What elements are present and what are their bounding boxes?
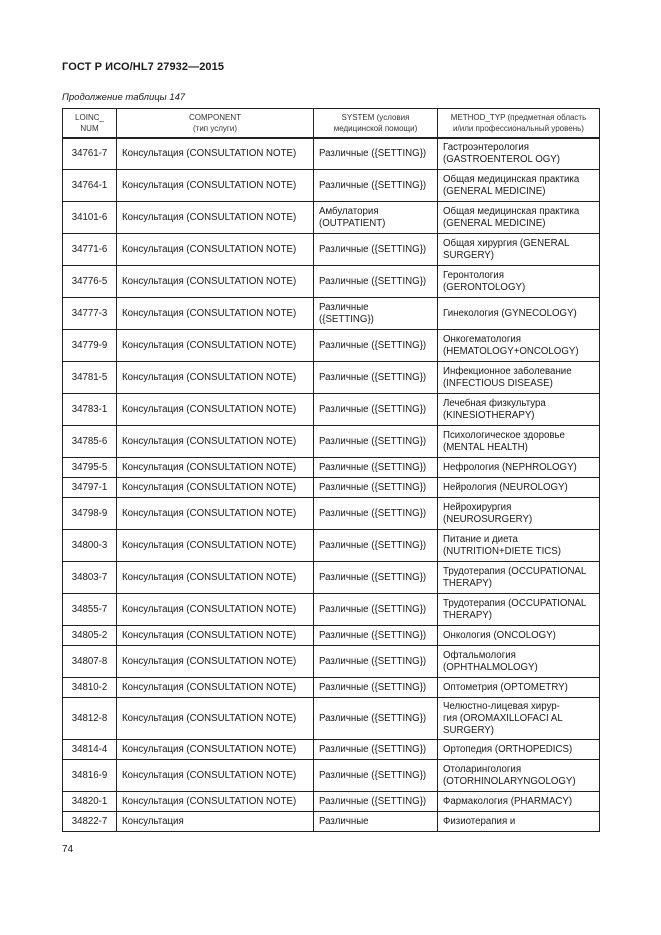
- cell-loinc-num: 34764-1: [63, 170, 117, 202]
- cell-component: Консультация (CONSULTATION NOTE): [117, 234, 314, 266]
- table-row: [63, 760, 600, 792]
- cell-component: Консультация (CONSULTATION NOTE): [117, 170, 314, 202]
- cell-component: Консультация (CONSULTATION NOTE): [117, 266, 314, 298]
- cell-system: Амбулатория (OUTPATIENT): [314, 202, 438, 234]
- cell-component: Консультация (CONSULTATION NOTE): [117, 426, 314, 458]
- cell-system: Различные ({SETTING}): [314, 138, 438, 170]
- cell-component: Консультация (CONSULTATION NOTE): [117, 458, 314, 478]
- document-title: ГОСТ Р ИСО/HL7 27932—2015: [62, 61, 225, 73]
- cell-component: Консультация (CONSULTATION NOTE): [117, 646, 314, 678]
- cell-loinc-num: 34795-5: [63, 458, 117, 478]
- table-row: [63, 562, 600, 594]
- cell-method: Ортопедия (ORTHOPEDICS): [438, 740, 600, 760]
- cell-loinc-num: 34855-7: [63, 594, 117, 626]
- cell-loinc-num: 34820-1: [63, 792, 117, 812]
- cell-loinc-num: 34771-6: [63, 234, 117, 266]
- table-row: [63, 594, 600, 626]
- table-header: [63, 109, 600, 138]
- cell-method: Фармакология (PHARMACY): [438, 792, 600, 812]
- cell-system: Различные ({SETTING}): [314, 678, 438, 698]
- cell-component: Консультация: [117, 812, 314, 832]
- loinc-table: [62, 108, 600, 832]
- cell-method: Гастроэнтерология (GASTROENTEROL OGY): [438, 138, 600, 170]
- cell-system: Различные ({SETTING}): [314, 426, 438, 458]
- cell-method: Общая хирургия (GENERAL SURGERY): [438, 234, 600, 266]
- table-row: [63, 740, 600, 760]
- cell-system: Различные ({SETTING}): [314, 394, 438, 426]
- table-row: [63, 646, 600, 678]
- cell-loinc-num: 34798-9: [63, 498, 117, 530]
- cell-component: Консультация (CONSULTATION NOTE): [117, 760, 314, 792]
- cell-method: Нейрология (NEUROLOGY): [438, 478, 600, 498]
- cell-method: Физиотерапия и: [438, 812, 600, 832]
- cell-method: Отоларингология (OTORHINOLARYNGOLOGY): [438, 760, 600, 792]
- cell-method: Нефрология (NEPHROLOGY): [438, 458, 600, 478]
- header-method: METHOD_TYP (предметная область и/или профессиональный уровень): [438, 109, 600, 138]
- cell-component: Консультация (CONSULTATION NOTE): [117, 562, 314, 594]
- cell-loinc-num: 34779-9: [63, 330, 117, 362]
- table-row: [63, 698, 600, 740]
- table-row: [63, 678, 600, 698]
- cell-component: Консультация (CONSULTATION NOTE): [117, 298, 314, 330]
- table-continuation-caption: Продолжение таблицы 147: [62, 92, 186, 103]
- cell-loinc-num: 34814-4: [63, 740, 117, 760]
- cell-system: Различные ({SETTING}): [314, 478, 438, 498]
- cell-method: Общая медицинская практика (GENERAL MEDICINE): [438, 202, 600, 234]
- table-row: [63, 234, 600, 266]
- table-body: [63, 138, 600, 832]
- cell-component: Консультация (CONSULTATION NOTE): [117, 330, 314, 362]
- table-row: [63, 330, 600, 362]
- cell-loinc-num: 34781-5: [63, 362, 117, 394]
- table-row: [63, 298, 600, 330]
- cell-system: Различные ({SETTING}): [314, 626, 438, 646]
- table-row: [63, 170, 600, 202]
- cell-system: Различные ({SETTING}): [314, 792, 438, 812]
- cell-system: Различные ({SETTING}): [314, 760, 438, 792]
- cell-component: Консультация (CONSULTATION NOTE): [117, 594, 314, 626]
- cell-method: Трудотерапия (OCCUPATIONAL THERAPY): [438, 562, 600, 594]
- table-row: [63, 138, 600, 170]
- cell-system: Различные ({SETTING}): [314, 698, 438, 740]
- cell-component: Консультация (CONSULTATION NOTE): [117, 792, 314, 812]
- table-row: [63, 498, 600, 530]
- cell-system: Различные ({SETTING}): [314, 170, 438, 202]
- cell-loinc-num: 34803-7: [63, 562, 117, 594]
- cell-system: Различные ({SETTING}): [314, 594, 438, 626]
- cell-system: Различные ({SETTING}): [314, 646, 438, 678]
- cell-system: Различные ({SETTING}): [314, 498, 438, 530]
- cell-loinc-num: 34816-9: [63, 760, 117, 792]
- cell-method: Психологическое здоровье (MENTAL HEALTH): [438, 426, 600, 458]
- cell-method: Инфекционное заболевание (INFECTIOUS DISEASE): [438, 362, 600, 394]
- cell-method: Челюстно-лицевая хирур- гия (OROMAXILLOFACI AL SURGERY): [438, 698, 600, 740]
- cell-component: Консультация (CONSULTATION NOTE): [117, 478, 314, 498]
- cell-system: Различные: [314, 812, 438, 832]
- cell-component: Консультация (CONSULTATION NOTE): [117, 740, 314, 760]
- cell-loinc-num: 34785-6: [63, 426, 117, 458]
- cell-system: Различные ({SETTING}): [314, 562, 438, 594]
- table-row: [63, 478, 600, 498]
- table-row: [63, 426, 600, 458]
- page-number: 74: [62, 844, 74, 855]
- cell-method: Общая медицинская практика (GENERAL MEDICINE): [438, 170, 600, 202]
- cell-component: Консультация (CONSULTATION NOTE): [117, 202, 314, 234]
- cell-method: Онкология (ONCOLOGY): [438, 626, 600, 646]
- table-row: [63, 458, 600, 478]
- cell-system: Различные ({SETTING}): [314, 362, 438, 394]
- cell-method: Офтальмология (OPHTHALMOLOGY): [438, 646, 600, 678]
- cell-component: Консультация (CONSULTATION NOTE): [117, 530, 314, 562]
- table-row: [63, 626, 600, 646]
- cell-system: Различные ({SETTING}): [314, 266, 438, 298]
- cell-method: Питание и диета (NUTRITION+DIETE TICS): [438, 530, 600, 562]
- table-row: [63, 394, 600, 426]
- table-row: [63, 266, 600, 298]
- cell-component: Консультация (CONSULTATION NOTE): [117, 698, 314, 740]
- cell-system: Различные ({SETTING}): [314, 234, 438, 266]
- cell-loinc-num: 34807-8: [63, 646, 117, 678]
- cell-loinc-num: 34783-1: [63, 394, 117, 426]
- cell-system: Различные ({SETTING}): [314, 298, 438, 330]
- cell-component: Консультация (CONSULTATION NOTE): [117, 394, 314, 426]
- cell-loinc-num: 34810-2: [63, 678, 117, 698]
- header-system: SYSTEM (условия медицинской помощи): [314, 109, 438, 138]
- cell-component: Консультация (CONSULTATION NOTE): [117, 678, 314, 698]
- cell-loinc-num: 34777-3: [63, 298, 117, 330]
- cell-loinc-num: 34812-8: [63, 698, 117, 740]
- cell-method: Онкогематология (HEMATOLOGY+ONCOLOGY): [438, 330, 600, 362]
- cell-method: Оптометрия (OPTOMETRY): [438, 678, 600, 698]
- table-row: [63, 530, 600, 562]
- cell-system: Различные ({SETTING}): [314, 330, 438, 362]
- cell-method: Трудотерапия (OCCUPATIONAL THERAPY): [438, 594, 600, 626]
- cell-component: Консультация (CONSULTATION NOTE): [117, 362, 314, 394]
- cell-method: Нейрохирургия (NEUROSURGERY): [438, 498, 600, 530]
- table-row: [63, 362, 600, 394]
- cell-system: Различные ({SETTING}): [314, 740, 438, 760]
- cell-method: Лечебная физкультура (KINESIOTHERAPY): [438, 394, 600, 426]
- cell-loinc-num: 34797-1: [63, 478, 117, 498]
- header-loinc-num: LOINC_ NUM: [63, 109, 117, 138]
- cell-loinc-num: 34822-7: [63, 812, 117, 832]
- header-component: COMPONENT (тип услуги): [117, 109, 314, 138]
- table-row: [63, 792, 600, 812]
- cell-loinc-num: 34805-2: [63, 626, 117, 646]
- cell-loinc-num: 34800-3: [63, 530, 117, 562]
- cell-method: Гинекология (GYNECOLOGY): [438, 298, 600, 330]
- cell-system: Различные ({SETTING}): [314, 530, 438, 562]
- cell-system: Различные ({SETTING}): [314, 458, 438, 478]
- cell-component: Консультация (CONSULTATION NOTE): [117, 138, 314, 170]
- table-row: [63, 812, 600, 832]
- cell-loinc-num: 34776-5: [63, 266, 117, 298]
- cell-component: Консультация (CONSULTATION NOTE): [117, 626, 314, 646]
- cell-component: Консультация (CONSULTATION NOTE): [117, 498, 314, 530]
- cell-loinc-num: 34761-7: [63, 138, 117, 170]
- table-row: [63, 202, 600, 234]
- cell-method: Геронтология (GERONTOLOGY): [438, 266, 600, 298]
- cell-loinc-num: 34101-6: [63, 202, 117, 234]
